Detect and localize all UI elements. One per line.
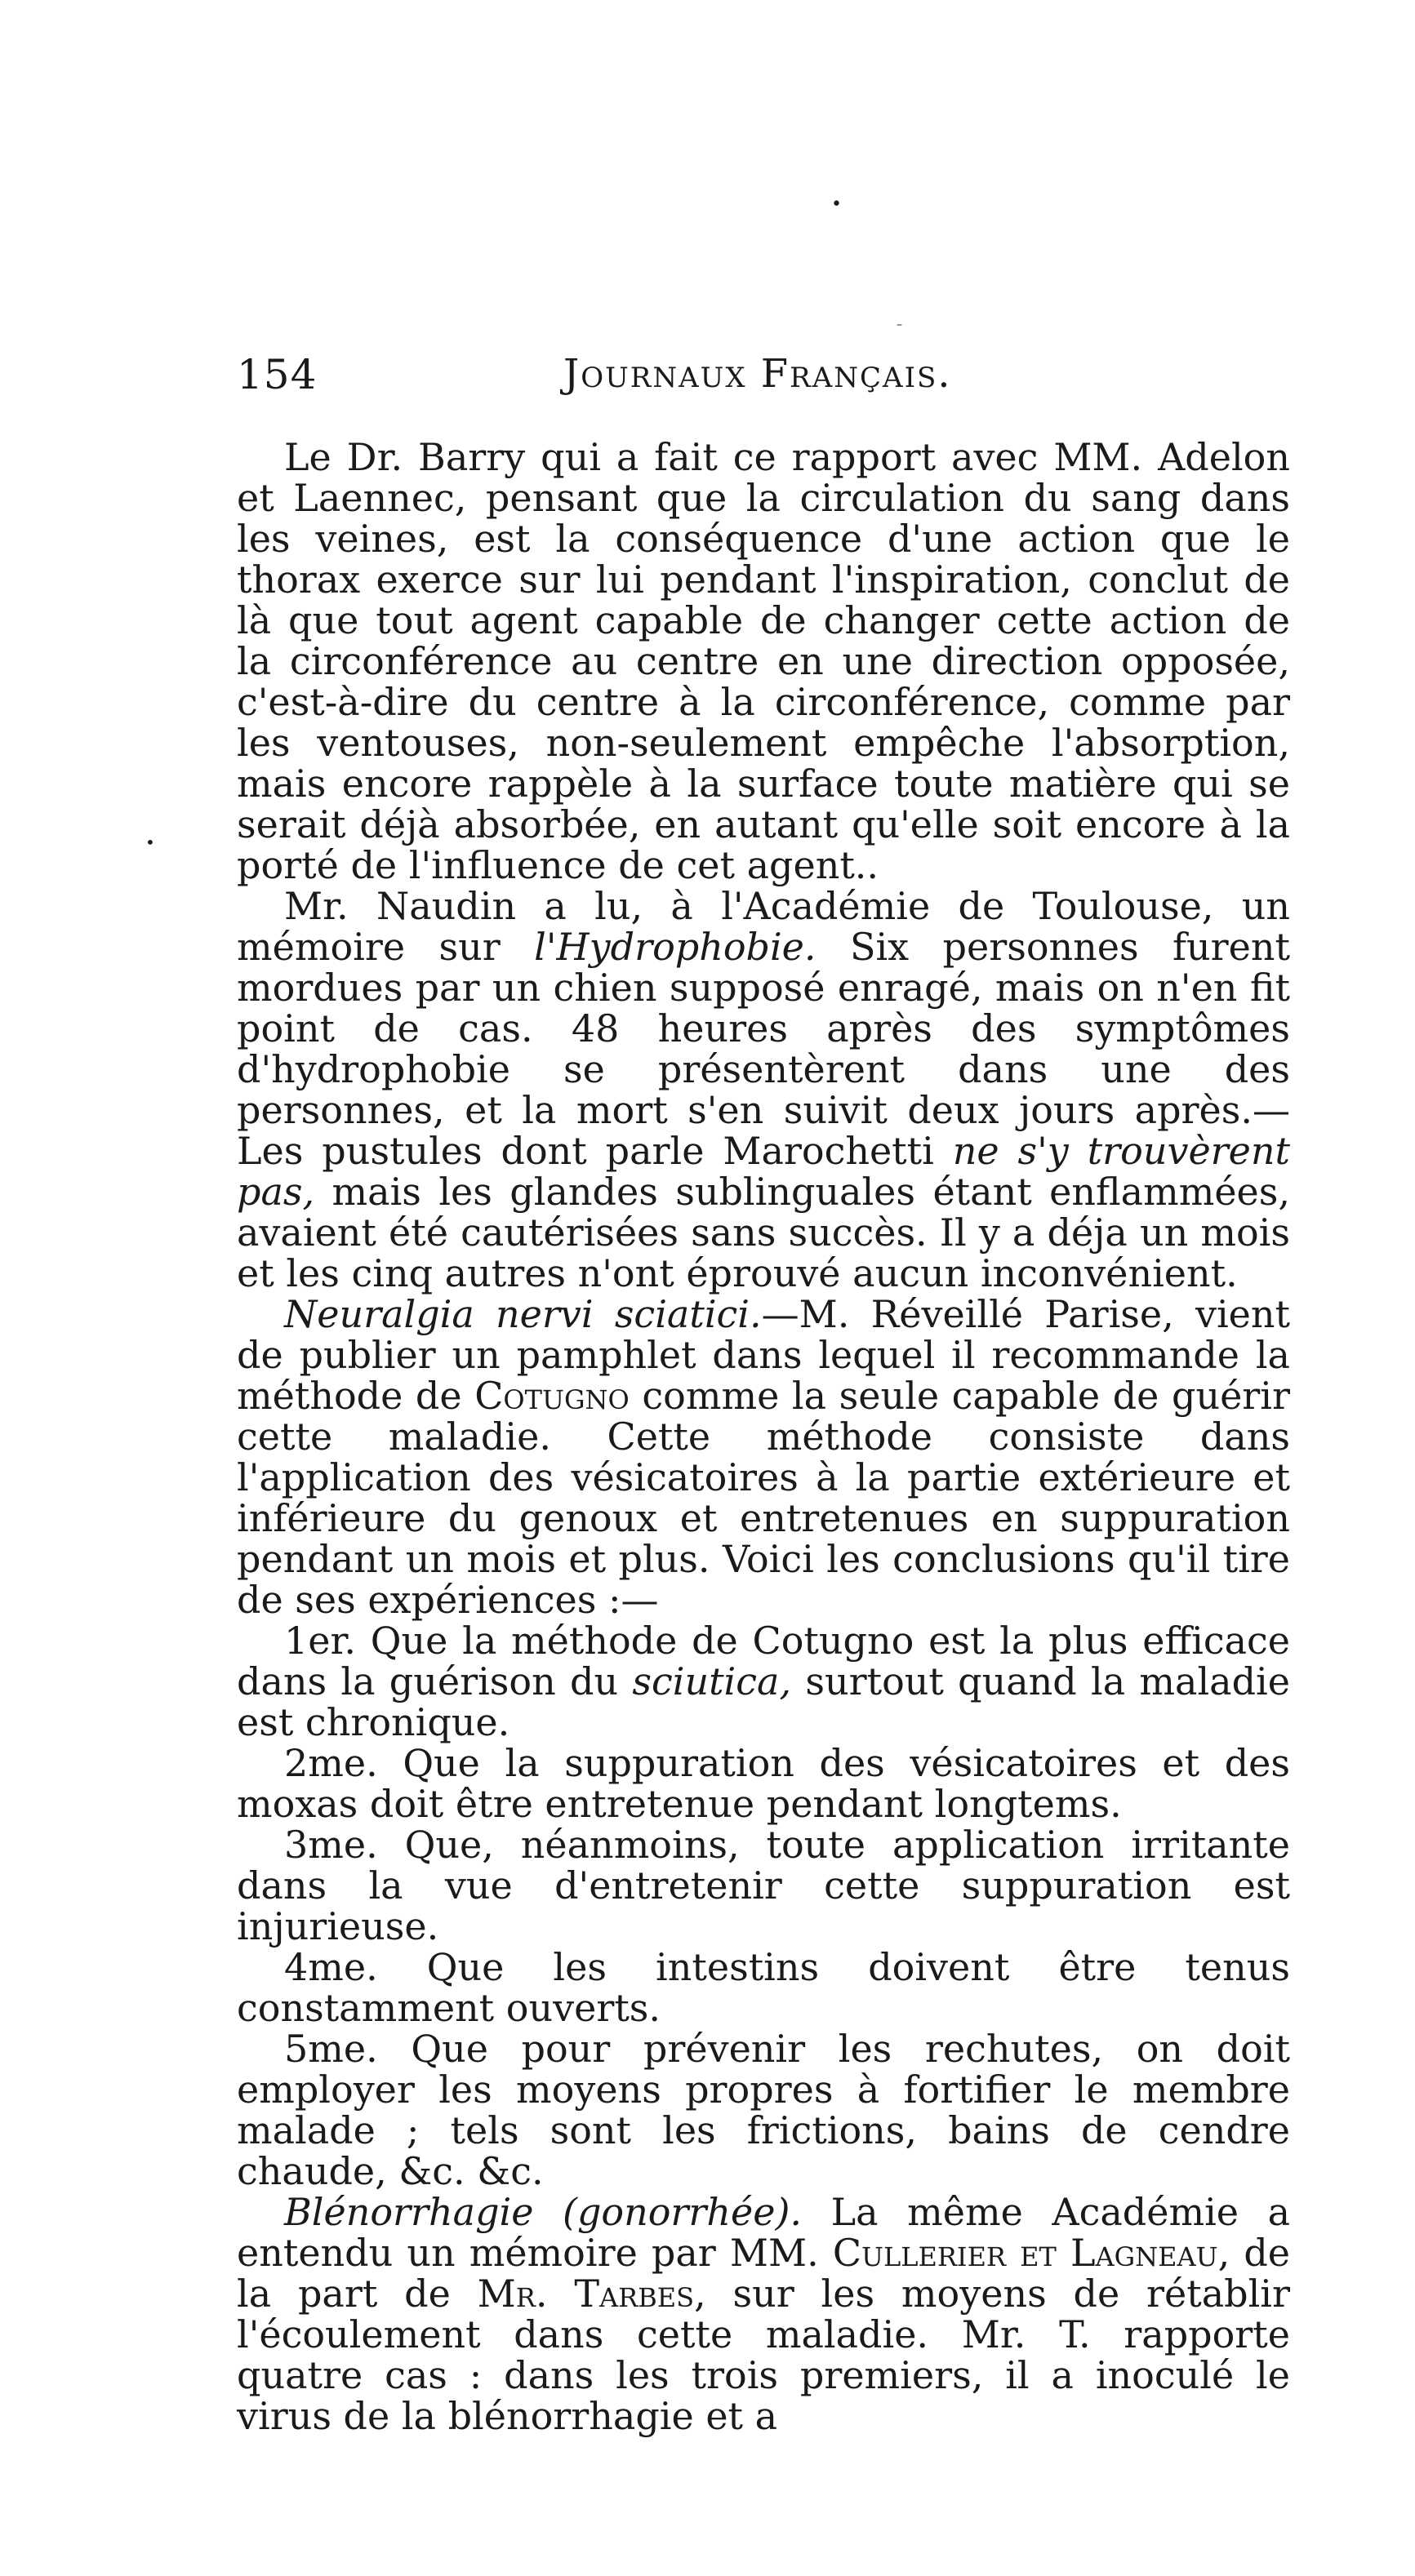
paragraph (237, 2028, 1290, 2192)
paragraph (237, 1824, 1290, 1947)
text-run: 4me. Que les intestins doivent être tenus constamment ouverts. (237, 1945, 1290, 2030)
ink-speck: • (145, 833, 155, 852)
text-run: 1er. Que la méthode de Cotugno est la plus efficace dans la guérison du (237, 1619, 1290, 1703)
paragraph (237, 1294, 1290, 1620)
small-caps-run: Mr. Tarbes, (477, 2272, 706, 2316)
small-caps-run: Cotugno (474, 1374, 630, 1418)
text-run: —M. Réveillé Parise, vient de publier un pamphlet dans lequel il recommande la méthode de (237, 1292, 1291, 1418)
paragraph (237, 1743, 1290, 1824)
text-run: de la part de (237, 2231, 1290, 2316)
page-title: Journaux Français. (563, 351, 952, 397)
paragraph (237, 437, 1290, 886)
ink-speck: – (897, 318, 902, 331)
text-run: surtout quand la maladie est chronique. (237, 1659, 1290, 1744)
italic-run: sciutica, (632, 1659, 792, 1703)
text-run: Le Dr. Barry qui a fait ce rapport avec MM. Adelon et Laennec, pensant que la circulation du sang dans les veines, est la conséquence d'une action que le thorax exerce sur lui pendant l'inspiration, conclut de là que tout agent capable de changer cette action de la circonférence au centre en une direction opposée, c'est-à-dire du centre à la circonférence, comme par les ventouses, non-seulement empêche l'absorption, mais encore rappèle à la surface toute matière qui se serait déjà absorbée, en autant qu'elle soit encore à la porté de l'influence de cet agent.. (237, 435, 1290, 887)
text-run: Six personnes furent mordues par un chien supposé enragé, mais on n'en fit point de cas. 48 heures après des symptômes d'hydrophobie se présentèrent dans une des personnes, et la mort s'en suivit deux jours après.—Les pustules dont parle Marochetti (237, 925, 1290, 1173)
small-caps-run: Cullerier et Lagneau, (832, 2231, 1230, 2275)
italic-run: Blénorrhagie (gonorrhée). (284, 2190, 803, 2234)
text-run: Mr. Naudin a lu, à l'Académie de Toulouse, un mémoire sur (237, 884, 1290, 969)
paragraph (237, 1947, 1290, 2028)
text-run: 2me. Que la suppuration des vésicatoires et des moxas doit être entretenue pendant longtems. (237, 1741, 1290, 1826)
ink-speck: • (831, 194, 842, 215)
text-run: mais les glandes sublinguales étant enflammées, avaient été cautérisées sans succès. Il y a déja un mois et les cinq autres n'ont éprouvé aucun inconvénient. (237, 1170, 1290, 1295)
italic-run: l'Hydrophobie. (534, 925, 817, 969)
text-run: comme la seule capable de guérir cette maladie. Cette méthode consiste dans l'application des vésicatoires à la partie extérieure et inférieure du genoux et entretenues en suppuration pendant un mois et plus. Voici les conclusions qu'il tire de ses expériences :— (237, 1374, 1290, 1622)
italic-run: ne s'y trouvèrent pas, (237, 1129, 1290, 1214)
paragraph (237, 2192, 1290, 2436)
running-head (237, 351, 1298, 416)
paragraph (237, 1620, 1290, 1743)
italic-run: Neuralgia nervi sciatici. (284, 1292, 762, 1336)
text-run: La même Académie a entendu un mémoire par MM. (237, 2190, 1290, 2275)
text-run: sur les moyens de rétablir l'écoulement dans cette maladie. Mr. T. rapporte quatre cas : dans les trois premiers, il a inoculé le virus de la blénorrhagie et a (237, 2272, 1290, 2438)
text-run: 5me. Que pour prévenir les rechutes, on doit employer les moyens propres à fortifier le membre malade ; tels sont les frictions, bains de cendre chaude, &c. &c. (237, 2027, 1290, 2193)
page-number: 154 (237, 351, 318, 398)
paragraph (237, 886, 1290, 1294)
body-text (237, 437, 1290, 2436)
text-run: 3me. Que, néanmoins, toute application irritante dans la vue d'entretenir cette suppuration est injurieuse. (237, 1823, 1290, 1948)
